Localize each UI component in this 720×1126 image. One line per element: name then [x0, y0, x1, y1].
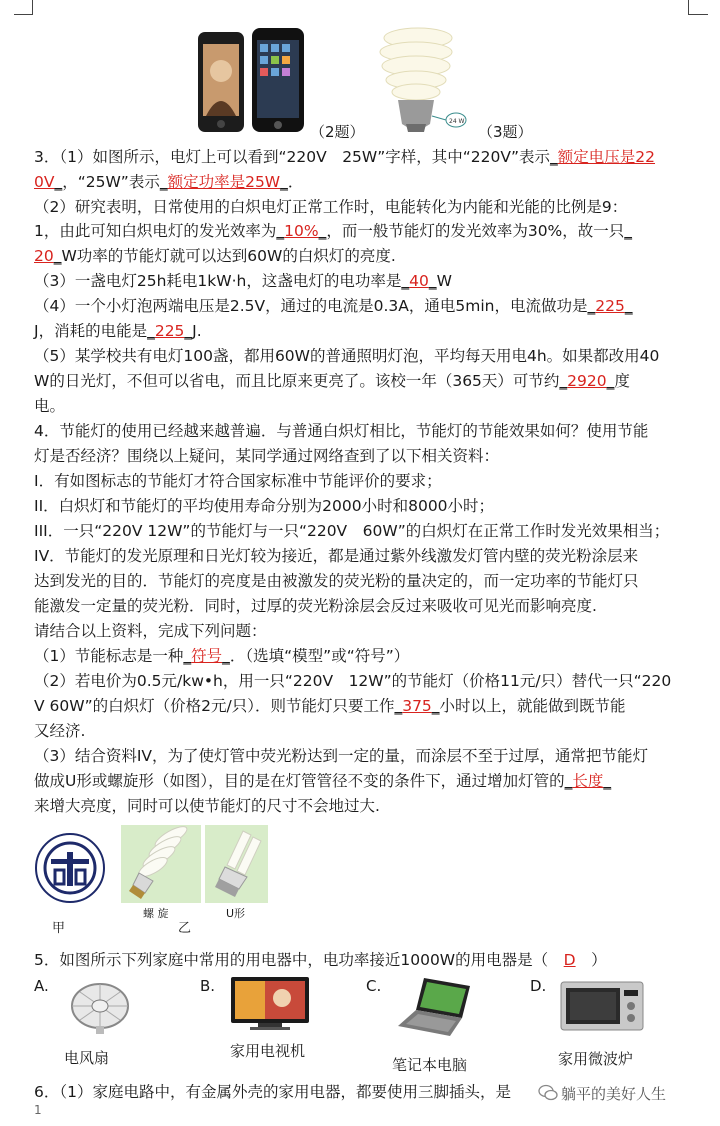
q5-option-c-label: 笔记本电脑 — [392, 1056, 468, 1074]
watermark-text: 躺平的美好人生 — [561, 1084, 667, 1103]
q4-line-12: V 60W”的白炽灯（价格2元/只）．则节能灯只要工作_375_小时以上，就能做到既节能 — [34, 697, 626, 715]
q4-line-1: 4．节能灯的使用已经越来越普遍．与普通白炽灯相比，节能灯的节能效果如何？使用节能 — [34, 422, 649, 440]
figure-caption-q3: （3题） — [478, 123, 533, 141]
figure-label-yi: 乙 — [178, 921, 192, 936]
q3-line-4: 1，由此可知白炽电灯的发光效率为_10%_，而一般节能灯的发光效率为30%，故一只_ — [34, 222, 633, 240]
q4-line-16: 来增大亮度，同时可以使节能灯的尺寸不会地过大. — [34, 797, 380, 815]
q4-answer-symbol: 符号 — [191, 647, 223, 665]
q4-line-9: 请结合以上资料，完成下列问题： — [34, 622, 267, 640]
q4-line-5: III．一只“220V 12W”的节能灯与一只“220V 60W”的白炽灯在正常工作时发光效果相当； — [34, 522, 670, 540]
laptop-image — [394, 976, 474, 1040]
spiral-bulb-image — [376, 24, 472, 136]
q3-answer-rated-power: 额定功率是25W — [167, 173, 281, 191]
figure-label-u-shape: U形 — [226, 907, 246, 920]
q5-option-d-label: 家用微波炉 — [558, 1050, 634, 1068]
q4-line-7: 达到发光的目的．节能灯的亮度是由被激发的荧光粉的量决定的，而一定功率的节能灯只 — [34, 572, 639, 590]
figure-caption-q2: （2题） — [310, 123, 365, 141]
q3-line-6: （3）一盏电灯25h耗电1kW·h，这盏电灯的电功率是_40_W — [34, 272, 452, 290]
spiral-cfl-image — [121, 825, 201, 903]
figure-label-jia: 甲 — [52, 921, 66, 936]
bulb-wattage-label: 24 W — [449, 118, 465, 125]
q4-line-4: II．白炽灯和节能灯的平均使用寿命分别为2000小时和8000小时； — [34, 497, 495, 515]
figure-label-spiral: 螺 旋 — [143, 907, 169, 920]
q4-line-2: 灯是否经济？围绕以上疑问，某同学通过网络查到了以下相关资料： — [34, 447, 500, 465]
q5-option-b-letter: B. — [200, 977, 216, 995]
q5-option-d-letter: D. — [530, 977, 547, 995]
q5-answer: D — [563, 951, 576, 969]
q4-answer-hours: 375 — [402, 697, 432, 715]
q3-line-7: （4）一个小灯泡两端电压是2.5V，通过的电流是0.3A，通电5min，电流做功是_225_ — [34, 297, 633, 315]
q3-answer-power: 20 — [34, 247, 54, 265]
q3-line-11: 电。 — [34, 397, 66, 415]
watermark — [536, 1080, 672, 1106]
q3-answer-lamp-power: 40 — [409, 272, 429, 290]
u-shaped-cfl-image — [205, 825, 268, 903]
q4-line-11: （2）若电价为0.5元/kw•h，用一只“220V 12W”的节能灯（价格11元/只）替代一只“220 — [34, 672, 672, 690]
q4-line-10: （1）节能标志是一种_符号_．（选填“模型”或“符号”） — [34, 647, 410, 665]
crop-mark-left — [32, 0, 33, 14]
smartphones-image — [196, 26, 308, 136]
q4-answer-length: 长度 — [572, 772, 604, 790]
q3-line-2: 0V_，“25W”表示_额定功率是25W_． — [34, 173, 304, 191]
q3-line-10: W的日光灯，不但可以省电，而且比原来更亮了。该校一年（365天）可节约_2920_度 — [34, 372, 630, 390]
q5-option-a-label: 电风扇 — [64, 1049, 110, 1067]
q3-answer-energy: 225 — [154, 322, 185, 340]
q3-line-3: （2）研究表明，日常使用的白炽电灯正常工作时，电能转化为内能和光能的比例是9： — [34, 198, 628, 216]
q5-option-b-label: 家用电视机 — [230, 1042, 306, 1060]
q3-line-1: 3．（1）如图所示，电灯上可以看到“220V 25W”字样，其中“220V”表示_额定电压是22 — [34, 148, 656, 166]
q3-line-8: J，消耗的电能是_225_J. — [34, 322, 202, 340]
q3-answer-rated-voltage: 额定电压是22 — [557, 148, 656, 166]
electric-fan-image — [64, 980, 136, 1036]
q3-answer-efficiency: 10% — [284, 222, 319, 240]
q3-line-9: （5）某学校共有电灯100盏，都用60W的普通照明灯泡，平均每天用电4h。如果都改用40 — [34, 347, 660, 365]
wechat-icon — [538, 1084, 558, 1102]
q4-line-15: 做成U形或螺旋形（如图），目的是在灯管管径不变的条件下，通过增加灯管的_长度_ — [34, 772, 612, 790]
q4-line-6: IV．节能灯的发光原理和日光灯较为接近，都是通过紫外线激发灯管内壁的荧光粉涂层来 — [34, 547, 639, 565]
q4-line-3: I．有如图标志的节能灯才符合国家标准中节能评价的要求； — [34, 472, 442, 490]
q5-option-a-letter: A. — [34, 977, 49, 995]
microwave-image — [560, 978, 644, 1034]
q4-line-8: 能激发一定量的荧光粉．同时，过厚的荧光粉涂层会反过来吸收可见光而影响亮度. — [34, 597, 597, 615]
q6-line-1: 6．（1）家庭电路中，有金属外壳的家用电器，都要使用三脚插头，是 — [34, 1083, 511, 1101]
crop-mark-right-h — [688, 14, 708, 15]
q3-line-5: 20_W功率的节能灯就可以达到60W的白炽灯的亮度. — [34, 247, 396, 265]
crop-mark-left-h — [14, 14, 33, 15]
q4-line-13: 又经济. — [34, 722, 86, 740]
q3-answer-work: 225 — [595, 297, 625, 315]
q3-answer-saved-energy: 2920 — [567, 372, 607, 390]
q4-line-14: （3）结合资料IV，为了使灯管中荧光粉达到一定的量，而涂层不至于过厚，通常把节能灯 — [34, 747, 649, 765]
q3-answer-rated-voltage-cont: 0V — [34, 173, 55, 191]
tv-image — [230, 976, 310, 1032]
q5-stem: 5．如图所示下列家庭中常用的用电器中，电功率接近1000W的用电器是（ D ） — [34, 951, 607, 969]
page-number: 1 — [34, 1103, 42, 1117]
crop-mark-right — [688, 0, 689, 14]
q5-option-c-letter: C. — [366, 977, 382, 995]
energy-saving-logo — [34, 832, 106, 904]
